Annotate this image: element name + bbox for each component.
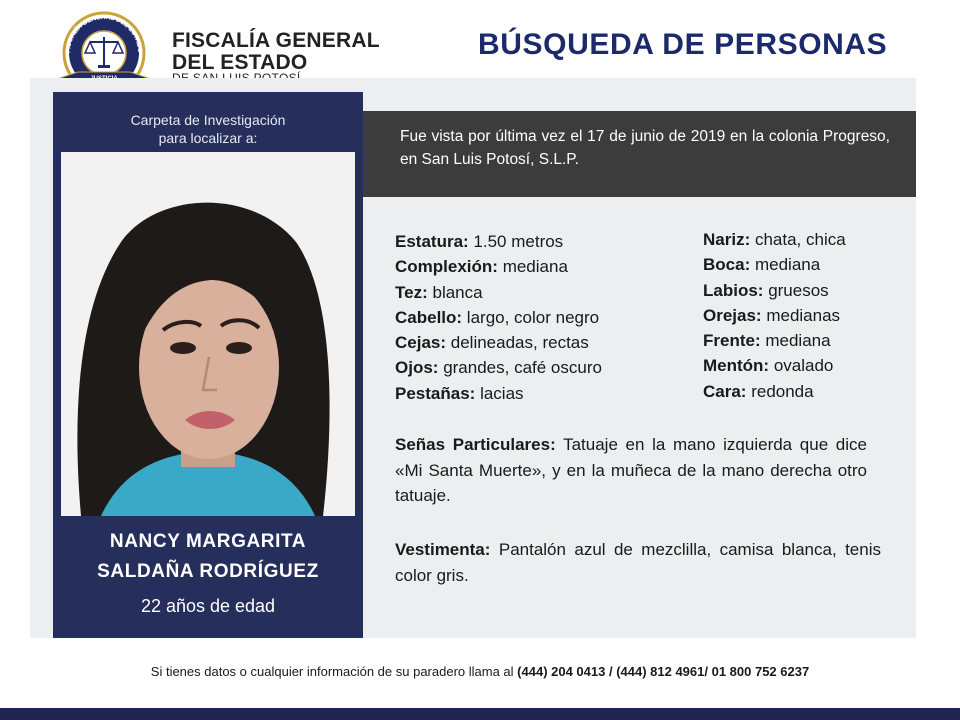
person-name-line1: NANCY MARGARITA [109,531,307,552]
person-name-line2: SALDAÑA RODRÍGUEZ [97,561,319,582]
org-title-line1: FISCALÍA GENERAL [172,29,380,52]
feature-row-cabello [395,305,695,330]
org-title-line2: DEL ESTADO [172,51,308,74]
features-right-list [703,227,913,404]
investigation-caption [53,111,363,147]
feature-value: blanca [432,282,483,302]
feature-value: medianas [766,305,841,325]
feature-value: 1.50 metros [473,232,564,251]
feature-row-estatura [395,229,695,254]
feature-row-cara [703,379,913,404]
feature-label: Ojos: [395,358,439,378]
feature-row-menton [703,353,913,378]
contact-phone-numbers: (444) 204 0413 / (444) 812 4961/ 01 800 752 6237 [517,664,810,679]
feature-value: ovalado [773,356,834,376]
feature-row-complexion [395,254,695,279]
feature-label: Cejas: [395,333,447,353]
feature-label: Mentón: [703,356,770,376]
feature-label: Nariz: [703,230,751,249]
feature-row-tez [395,280,695,305]
feature-row-pestanas [395,381,695,406]
feature-label: Orejas: [703,305,762,325]
feature-label: Labios: [703,280,764,300]
person-photo [61,152,355,516]
feature-row-labios [703,278,913,303]
feature-label: Frente: [703,331,761,351]
clothing [395,537,881,588]
feature-label: Boca: [703,255,751,275]
last-seen-text: Fue vista por última vez el 17 de junio de 2019 en la colonia Progreso, en San Luis Potosí, S.L.P. [400,128,890,168]
feature-label: Estatura: [395,232,469,251]
feature-label: Complexión: [395,257,498,277]
clothing-value: Pantalón azul de mezclilla, camisa blanca, tenis color gris. [395,540,881,585]
distinguishing-marks-value: Tatuaje en la mano izquierda que dice «Mi Santa Muerte», y en la muñeca de la mano derecha otro tatuaje. [395,435,867,505]
feature-label: Tez: [395,282,428,302]
clothing-label: Vestimenta: [395,540,491,559]
distinguishing-marks [395,432,867,509]
bottom-bar [0,708,960,720]
feature-value: largo, color negro [466,307,600,327]
feature-row-nariz [703,227,913,252]
feature-value: grandes, café oscuro [443,358,602,378]
feature-row-orejas [703,303,913,328]
feature-value: mediana [765,331,831,351]
person-photo-placeholder [61,152,355,516]
feature-row-frente [703,328,913,353]
feature-value: delineadas, rectas [450,333,589,353]
features-left-list [395,229,695,406]
feature-label: Pestañas: [395,383,476,403]
feature-value: mediana [502,257,568,277]
org-title [172,30,380,74]
seal-ring-text: FISCALÍA GENERAL DEL ESTADO [64,13,144,54]
page-title: BÚSQUEDA DE PERSONAS [478,28,888,61]
feature-row-ojos [395,355,695,380]
feature-label: Cara: [703,381,747,401]
feature-label: Cabello: [395,307,463,327]
feature-value: mediana [754,255,821,275]
contact-footer-text: Si tienes datos o cualquier información de su paradero llama al [150,664,514,679]
feature-row-cejas [395,330,695,355]
feature-value: redonda [751,381,814,401]
feature-value: gruesos [768,280,829,300]
investigation-caption-line2: para localizar a: [158,130,258,146]
distinguishing-marks-label: Señas Particulares: [395,435,556,454]
feature-value: lacias [480,383,524,403]
person-age: 22 años de edad [140,596,276,616]
feature-row-boca [703,252,913,277]
contact-footer [0,664,960,679]
investigation-caption-line1: Carpeta de Investigación [130,112,286,128]
feature-value: chata, chica [754,230,846,249]
